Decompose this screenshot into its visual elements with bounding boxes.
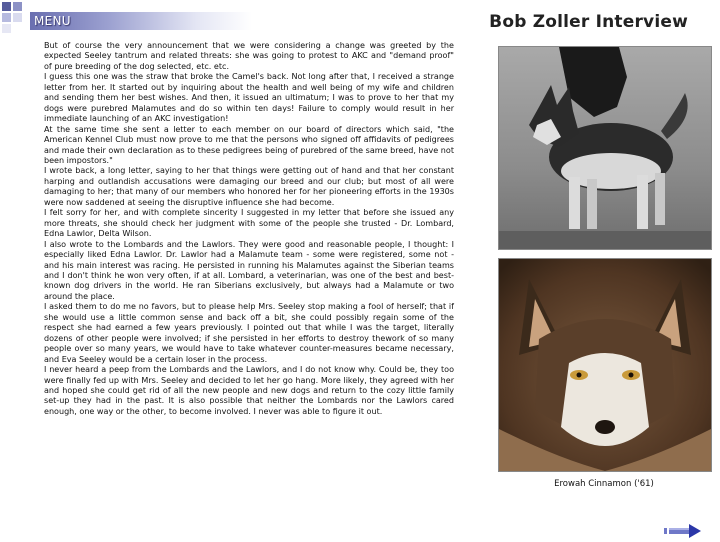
dog-portrait-image: [499, 259, 711, 471]
paragraph: But of course the very announcement that we were considering a change was greeted by the expected Seeley tantrum and related threats: she was going to protest to AKC and "demand proof" of pure breeding of the dog selected, etc. etc.: [44, 41, 454, 71]
deco-square: [13, 2, 22, 11]
paragraph: At the same time she sent a letter to each member on our board of directors which said, "the American Kennel Club must now prove to me that the persons who signed off affidavits of pedigrees and made their own declaration as to these pedigrees being of purebred of the same breed, have not been impostors.": [44, 124, 454, 165]
paragraph: I asked them to do me no favors, but to please help Mrs. Seeley stop making a fool of herself; that if she would use a little common sense and back off a bit, she could possibly regain some of the respect she had earned a few years previously. I pointed out that while I was the target, literally dozens of other people were involved; if she persisted in her efforts to destroy thework of so many people over so many years, we would have to take whatever counter-measures became necessary, and Eva Seeley would be a certain loser in the process.: [44, 302, 454, 364]
dog-photo-standing: [498, 46, 712, 250]
dog-standing-image: [499, 47, 711, 249]
right-arrow-icon[interactable]: [664, 524, 702, 538]
page-title: Bob Zoller Interview: [489, 12, 688, 32]
deco-square: [13, 13, 22, 22]
paragraph: I felt sorry for her, and with complete sincerity I suggested in my letter that before she issued any more threats, she should check her judgment with some of the people she trusted - Dr. Lombard, Edna Lawlor, Delta Wilson.: [44, 208, 454, 239]
deco-square: [2, 13, 11, 22]
paragraph: I wrote back, a long letter, saying to her that things were getting out of hand and that her constant harping and outlandish accusations were damaging our breed and our club; but most of all were damaging to her; that many of our members who honored her for her pioneering efforts in the 1930s were now saddened at seeing the disruptive influence she had become.: [44, 166, 454, 207]
next-page-button[interactable]: [664, 523, 702, 537]
dog-photo-portrait: [498, 258, 712, 472]
photo-caption: Erowah Cinnamon ('61): [554, 479, 654, 489]
paragraph: I guess this one was the straw that broke the Camel's back. Not long after that, I received a strange letter from her. It started out by inquiring about the health and well being of my wife and children and sending them her best wishes. And then, it issued an ultimatum; I was to prove to her that my dogs were purebred Malamutes and do so within ten days! Failure to comply would result in her immediate launching of an AKC investigation!: [44, 72, 454, 124]
paragraph: I never heard a peep from the Lombards and the Lawlors, and I do not know why. Could be, they too were finally fed up with Mrs. Seeley and decided to let her go hang. More likely, they agreed with her and hoped she could get rid of all the new people and new dogs and return to the cozy little family set-up they had in the past. It is also possible that neither the Lombards nor the Lawlors cared enough, one way or the other, to become involved. I never was able to figure it out.: [44, 365, 454, 416]
article-body: [44, 41, 454, 417]
deco-square: [2, 2, 11, 11]
deco-square: [2, 24, 11, 33]
paragraph: I also wrote to the Lombards and the Lawlors. They were good and reasonable people, I thought: I especially liked Edna Lawlor. Dr. Lawlor had a Malamute team - some were registered, some not - and his main interest was racing. He persisted in running his Malamutes against the Siberian teams and I don't think he won very often, if at all. Lombard, a veterinarian, was one of the best and best-known dog drivers in the world. He ran Siberians exclusively, but always had a Malamute or two around the place.: [44, 239, 454, 301]
menu-label[interactable]: MENU: [34, 14, 71, 28]
corner-decoration: [0, 0, 30, 40]
